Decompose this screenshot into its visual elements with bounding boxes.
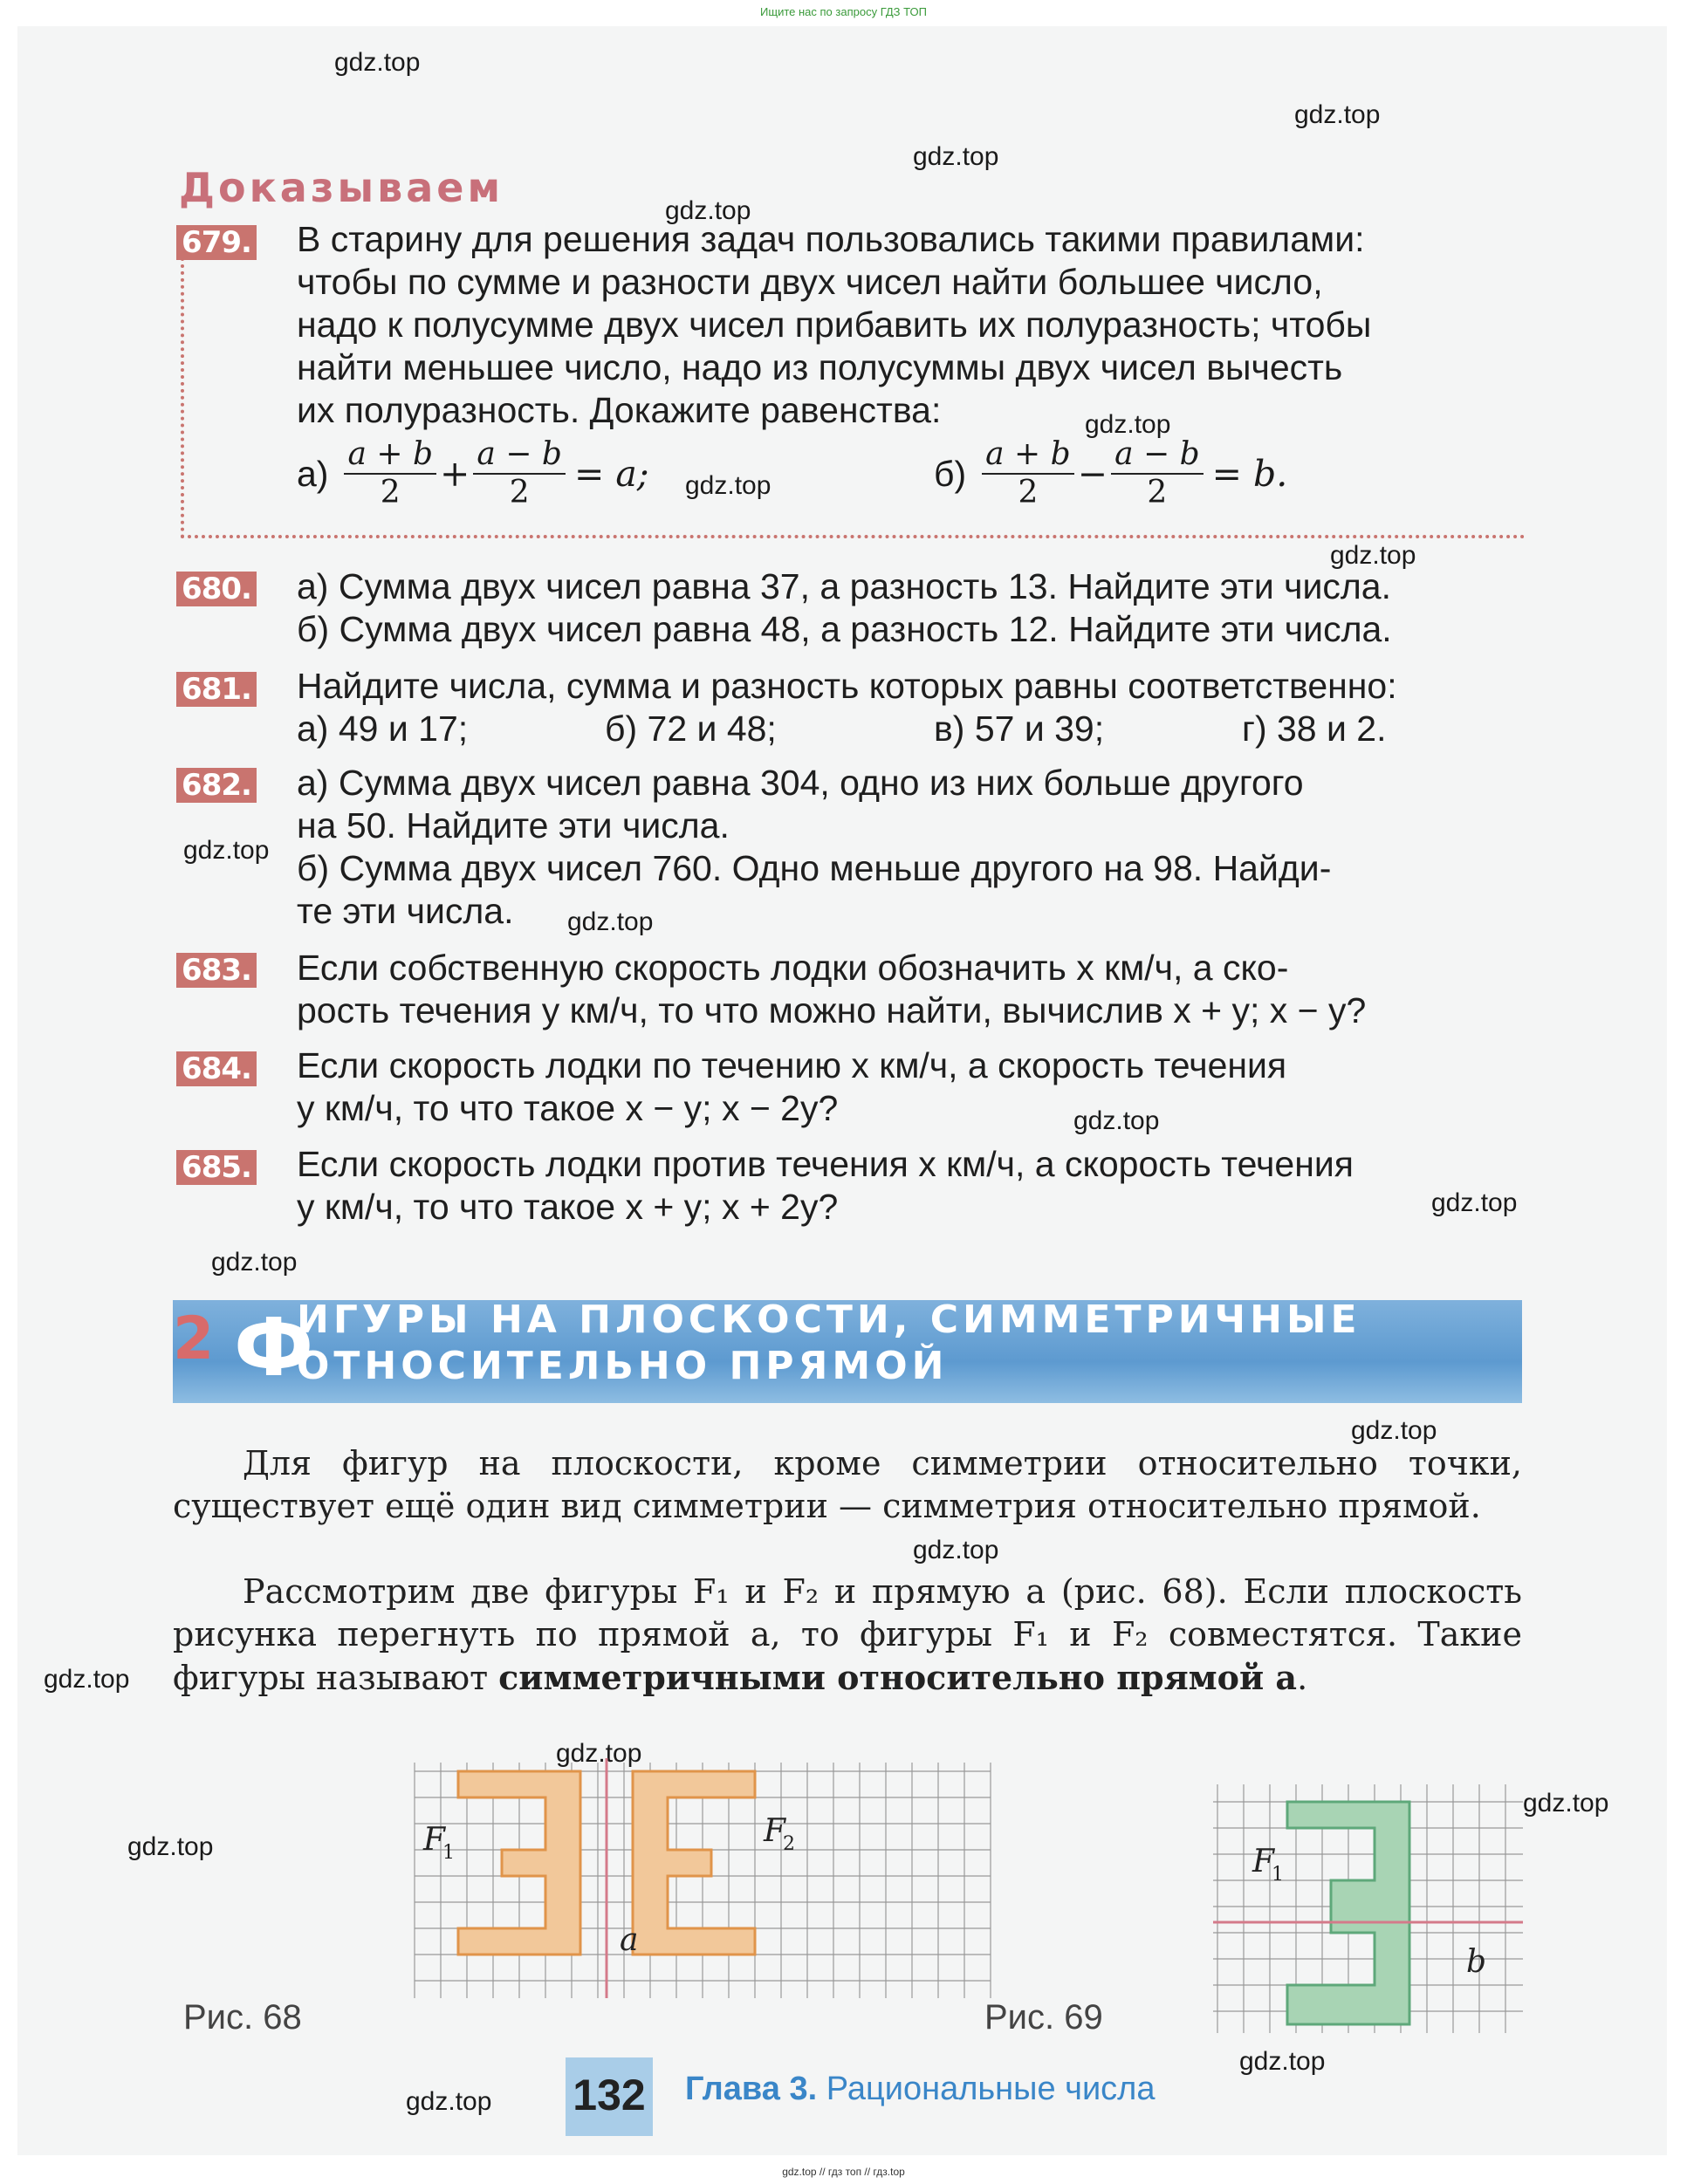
footer-note: gdz.top // гдз топ // гдз.top [782, 2166, 905, 2178]
paragraph-2 [173, 1571, 1522, 1700]
fraction [1111, 436, 1204, 511]
fraction-denominator: 2 [509, 475, 530, 510]
text-line: Если скорость лодки по течению x км/ч, а скорость течения [297, 1045, 1287, 1085]
figure-label-f1: F [423, 1822, 445, 1858]
fraction-denominator: 2 [1147, 475, 1168, 510]
watermark: gdz.top [1431, 1188, 1518, 1217]
option: а) 49 и 17; [297, 709, 469, 749]
text-line: б) Сумма двух чисел равна 48, а разность 12. Найдите эти числа. [297, 609, 1392, 649]
chapter-name: Рациональные числа [826, 2071, 1156, 2107]
watermark: gdz.top [685, 471, 771, 500]
options-row [297, 708, 1519, 750]
page-number: 132 [566, 2057, 653, 2136]
exercise-683-text [297, 947, 1519, 1032]
fraction-numerator: a − b [1111, 436, 1204, 475]
figure-label-sub: 2 [783, 1833, 795, 1855]
watermark: gdz.top [183, 836, 270, 865]
section-title-line1: ИГУРЫ НА ПЛОСКОСТИ, СИММЕТРИЧНЫЕ [297, 1297, 1361, 1342]
watermark: gdz.top [211, 1248, 298, 1277]
exercise-681-text [297, 665, 1519, 750]
option: г) 38 и 2. [1242, 709, 1387, 749]
minus-sign: − [1077, 453, 1108, 495]
equation-result: = a; [573, 453, 649, 495]
exercise-number: 679. [176, 225, 257, 260]
axis-label-b: b [1466, 1944, 1487, 1980]
text-line: а) Сумма двух чисел равна 304, одно из них больше другого [297, 763, 1304, 803]
exercise-number: 682. [176, 768, 257, 803]
exercise-682-text [297, 762, 1519, 933]
chapter-footer [685, 2071, 1156, 2108]
fraction [982, 436, 1074, 511]
formula-a [297, 436, 649, 511]
formula-b [934, 436, 1287, 511]
text-line: их полуразность. Докажите равенства: [297, 390, 942, 430]
figure-label-f1: F [1252, 1844, 1274, 1879]
option: б) 72 и 48; [605, 709, 777, 749]
fraction [344, 436, 436, 511]
fraction-denominator: 2 [1018, 475, 1039, 510]
fraction-numerator: a + b [344, 436, 436, 475]
watermark: gdz.top [913, 142, 999, 171]
watermark: gdz.top [406, 2087, 492, 2116]
text-line: В старину для решения задач пользовались такими правилами: [297, 219, 1365, 259]
axis-label-a: a [620, 1922, 639, 1958]
chapter-label: Глава 3. [685, 2071, 818, 2107]
text-line: те эти числа. [297, 891, 514, 931]
watermark: gdz.top [1523, 1789, 1609, 1818]
watermark: gdz.top [1239, 2047, 1326, 2076]
figure-f2-shape [633, 1771, 755, 1955]
text-line: найти меньшее число, надо из полусуммы двух чисел вычесть [297, 347, 1343, 387]
fraction [473, 436, 566, 511]
plus-sign: + [440, 453, 470, 495]
figure-label-f2: F [764, 1813, 785, 1849]
fraction-numerator: a + b [982, 436, 1074, 475]
text-line: Найдите числа, сумма и разность которых равны соответственно: [297, 666, 1397, 706]
fraction-denominator: 2 [380, 475, 401, 510]
section-title: Доказываем [179, 164, 504, 211]
exercise-680-text [297, 565, 1519, 651]
figure-f1-shape [458, 1771, 580, 1955]
exercise-number: 680. [176, 572, 257, 606]
formula-label: а) [297, 453, 329, 494]
text-line: Если собственную скорость лодки обозначить x км/ч, а ско- [297, 948, 1289, 988]
exercise-number: 684. [176, 1051, 257, 1086]
exercise-number: 685. [176, 1150, 257, 1185]
watermark: gdz.top [567, 907, 654, 936]
formula-label: б) [934, 453, 967, 494]
watermark: gdz.top [334, 48, 421, 77]
figure-68 [410, 1758, 1012, 1998]
text-line: чтобы по сумме и разности двух чисел найти большее число, [297, 262, 1323, 302]
text-line: Если скорость лодки против течения x км/ч, а скорость течения [297, 1144, 1354, 1184]
paragraph-1: Для фигур на плоскости, кроме симметрии относительно точки, существует ещё один вид симметрии — симметрия относительно прямой. [173, 1444, 1522, 1525]
watermark: gdz.top [1330, 541, 1416, 570]
section-number: 2 [173, 1304, 215, 1373]
fraction-numerator: a − b [473, 436, 566, 475]
figure-label-sub: 1 [1272, 1864, 1284, 1886]
text-line: y км/ч, то что такое x + y; x + 2y? [297, 1187, 839, 1227]
figure-label-sub: 1 [442, 1842, 455, 1864]
figure-caption: Рис. 69 [984, 1998, 1103, 2037]
text-line: рость течения y км/ч, то что можно найти, вычислив x + y; x − y? [297, 990, 1367, 1030]
exercise-684-text [297, 1044, 1519, 1130]
paragraph-2-text: Рассмотрим две фигуры F₁ и F₂ и прямую a (рис. 68). Если плоскость рисунка перегнуть по прямой a, то фигуры F₁ и F₂ совместятся. Такие фигуры называют [173, 1572, 1522, 1697]
figure-caption: Рис. 68 [183, 1998, 302, 2037]
section-title-line2: ОТНОСИТЕЛЬНО ПРЯМОЙ [297, 1344, 949, 1388]
watermark: gdz.top [44, 1665, 130, 1694]
paragraph-2-end: . [1297, 1659, 1308, 1697]
section-title-initial: Ф [234, 1301, 314, 1394]
text-line: y км/ч, то что такое x − y; x − 2y? [297, 1088, 839, 1128]
text-line: б) Сумма двух чисел 760. Одно меньше другого на 98. Найди- [297, 848, 1332, 888]
watermark: gdz.top [1073, 1106, 1160, 1135]
exercise-679-text [297, 218, 1519, 432]
exercise-number: 683. [176, 953, 257, 988]
text-line: надо к полусумме двух чисел прибавить их полуразность; чтобы [297, 305, 1372, 345]
watermark: gdz.top [1294, 100, 1381, 129]
text-line: а) Сумма двух чисел равна 37, а разность 13. Найдите эти числа. [297, 566, 1392, 606]
watermark: gdz.top [127, 1832, 214, 1861]
watermark: gdz.top [1351, 1416, 1437, 1445]
watermark: gdz.top [913, 1536, 999, 1564]
exercise-685-text [297, 1143, 1519, 1229]
watermark: gdz.top [1085, 410, 1171, 439]
equation-result: = b. [1211, 453, 1288, 495]
text-line: на 50. Найдите эти числа. [297, 805, 730, 846]
term-bold: симметричными относительно прямой a [498, 1658, 1298, 1697]
exercise-number: 681. [176, 672, 257, 707]
figure-69 [1213, 1780, 1523, 2033]
watermark: gdz.top [665, 196, 751, 225]
option: в) 57 и 39; [934, 709, 1105, 749]
watermark: gdz.top [556, 1739, 642, 1768]
header-note: Ищите нас по запросу ГДЗ ТОП [760, 5, 927, 18]
